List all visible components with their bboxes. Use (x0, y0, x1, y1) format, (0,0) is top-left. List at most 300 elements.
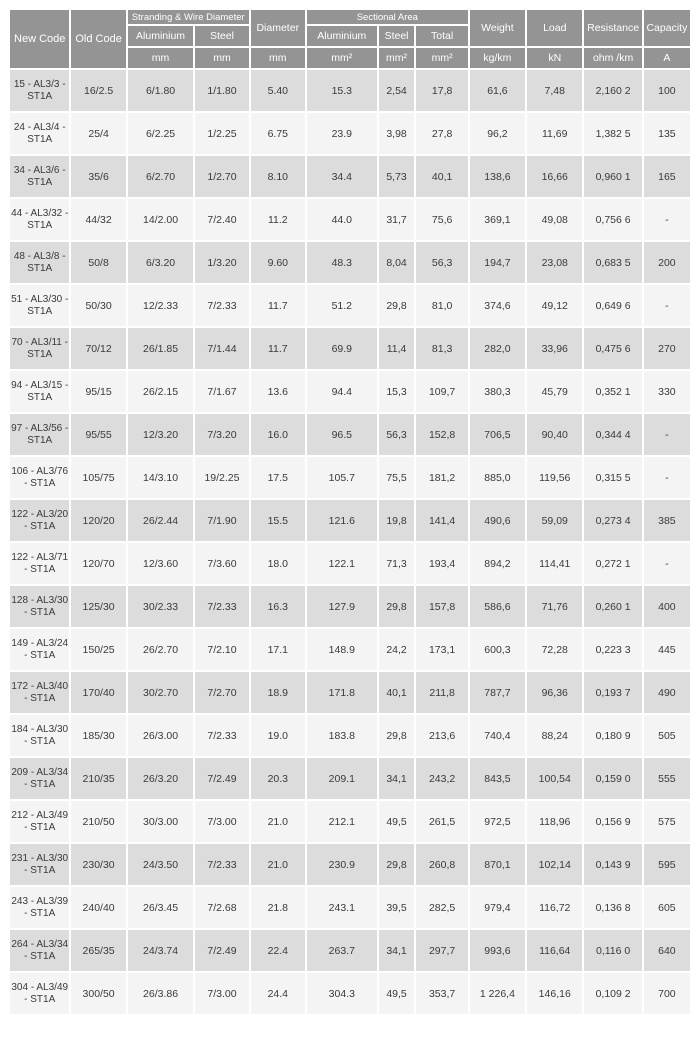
cell-resistance: 0,649 6 (584, 285, 641, 326)
cell-section-steel: 29,8 (379, 285, 415, 326)
cell-section-aluminium: 105.7 (307, 457, 377, 498)
cell-diameter: 21.0 (251, 801, 305, 842)
cell-new-code: 264 - AL3/34 - ST1A (10, 930, 69, 971)
cell-old-code: 120/20 (71, 500, 125, 541)
cell-stranding-steel: 1/2.25 (195, 113, 248, 154)
cell-stranding-aluminium: 6/2.70 (128, 156, 194, 197)
table-row (10, 543, 690, 584)
cell-weight: 787,7 (470, 672, 525, 713)
cell-capacity: 505 (644, 715, 690, 756)
cell-stranding-aluminium: 30/2.70 (128, 672, 194, 713)
cell-section-aluminium: 48.3 (307, 242, 377, 283)
cell-old-code: 170/40 (71, 672, 125, 713)
cell-stranding-aluminium: 26/3.20 (128, 758, 194, 799)
cell-section-steel: 40,1 (379, 672, 415, 713)
cell-stranding-aluminium: 30/2.33 (128, 586, 194, 627)
cell-new-code: 172 - AL3/40 - ST1A (10, 672, 69, 713)
cell-diameter: 20.3 (251, 758, 305, 799)
cell-load: 119,56 (527, 457, 582, 498)
cell-section-aluminium: 34.4 (307, 156, 377, 197)
cell-stranding-aluminium: 12/2.33 (128, 285, 194, 326)
cell-diameter: 22.4 (251, 930, 305, 971)
cell-section-steel: 29,8 (379, 715, 415, 756)
cell-section-steel: 34,1 (379, 930, 415, 971)
header-section-steel: Steel (379, 26, 415, 46)
cell-section-aluminium: 212.1 (307, 801, 377, 842)
cell-stranding-steel: 7/2.33 (195, 586, 248, 627)
cell-new-code: 209 - AL3/34 - ST1A (10, 758, 69, 799)
cell-resistance: 0,136 8 (584, 887, 641, 928)
cell-stranding-steel: 7/1.90 (195, 500, 248, 541)
cell-section-total: 211,8 (416, 672, 467, 713)
cell-new-code: 212 - AL3/49 - ST1A (10, 801, 69, 842)
cell-resistance: 0,344 4 (584, 414, 641, 455)
cell-old-code: 265/35 (71, 930, 125, 971)
header-stranding-aluminium: Aluminium (128, 26, 194, 46)
cell-diameter: 9.60 (251, 242, 305, 283)
header-new-code: New Code (10, 10, 69, 68)
cell-stranding-steel: 7/2.49 (195, 758, 248, 799)
cell-diameter: 16.0 (251, 414, 305, 455)
cell-section-steel: 49,5 (379, 973, 415, 1014)
cell-new-code: 231 - AL3/30 - ST1A (10, 844, 69, 885)
cell-old-code: 125/30 (71, 586, 125, 627)
cell-capacity: 700 (644, 973, 690, 1014)
cell-stranding-aluminium: 6/3.20 (128, 242, 194, 283)
cell-resistance: 0,180 9 (584, 715, 641, 756)
cell-stranding-steel: 1/1.80 (195, 70, 248, 111)
cell-section-steel: 71,3 (379, 543, 415, 584)
cell-capacity: 595 (644, 844, 690, 885)
cell-capacity: - (644, 543, 690, 584)
cell-load: 102,14 (527, 844, 582, 885)
cell-section-aluminium: 44.0 (307, 199, 377, 240)
cell-stranding-aluminium: 14/3.10 (128, 457, 194, 498)
unit-load: kN (527, 48, 582, 68)
table-body (10, 70, 690, 1014)
cell-stranding-steel: 7/2.10 (195, 629, 248, 670)
cell-diameter: 21.8 (251, 887, 305, 928)
cell-new-code: 304 - AL3/49 - ST1A (10, 973, 69, 1014)
cell-resistance: 0,116 0 (584, 930, 641, 971)
cell-weight: 979,4 (470, 887, 525, 928)
cell-stranding-steel: 7/2.33 (195, 715, 248, 756)
cell-stranding-aluminium: 26/3.86 (128, 973, 194, 1014)
table-row (10, 715, 690, 756)
cell-capacity: 100 (644, 70, 690, 111)
table-row (10, 328, 690, 369)
cell-weight: 369,1 (470, 199, 525, 240)
cell-old-code: 95/15 (71, 371, 125, 412)
cell-weight: 490,6 (470, 500, 525, 541)
cell-section-steel: 29,8 (379, 844, 415, 885)
cell-diameter: 6.75 (251, 113, 305, 154)
cell-section-aluminium: 121.6 (307, 500, 377, 541)
cell-resistance: 0,683 5 (584, 242, 641, 283)
cell-old-code: 120/70 (71, 543, 125, 584)
cell-capacity: - (644, 285, 690, 326)
unit-section-total: mm² (416, 48, 467, 68)
cell-old-code: 300/50 (71, 973, 125, 1014)
cell-resistance: 0,260 1 (584, 586, 641, 627)
cell-section-steel: 39,5 (379, 887, 415, 928)
cell-new-code: 184 - AL3/30 - ST1A (10, 715, 69, 756)
cell-section-steel: 29,8 (379, 586, 415, 627)
header-stranding: Stranding & Wire Diameter (128, 10, 249, 24)
cell-old-code: 35/6 (71, 156, 125, 197)
cell-load: 90,40 (527, 414, 582, 455)
cell-capacity: 445 (644, 629, 690, 670)
cell-weight: 894,2 (470, 543, 525, 584)
cell-load: 23,08 (527, 242, 582, 283)
cell-stranding-aluminium: 26/3.45 (128, 887, 194, 928)
cell-resistance: 0,143 9 (584, 844, 641, 885)
cell-weight: 282,0 (470, 328, 525, 369)
cell-resistance: 0,223 3 (584, 629, 641, 670)
cell-section-total: 213,6 (416, 715, 467, 756)
cell-load: 72,28 (527, 629, 582, 670)
cell-section-total: 141,4 (416, 500, 467, 541)
cell-weight: 138,6 (470, 156, 525, 197)
cell-stranding-aluminium: 26/2.44 (128, 500, 194, 541)
cell-section-aluminium: 127.9 (307, 586, 377, 627)
cell-stranding-steel: 7/2.68 (195, 887, 248, 928)
cell-stranding-steel: 1/3.20 (195, 242, 248, 283)
cell-new-code: 24 - AL3/4 - ST1A (10, 113, 69, 154)
cell-old-code: 16/2.5 (71, 70, 125, 111)
cell-resistance: 0,273 4 (584, 500, 641, 541)
cell-stranding-steel: 7/2.33 (195, 844, 248, 885)
cell-capacity: 400 (644, 586, 690, 627)
table-row (10, 414, 690, 455)
cell-load: 16,66 (527, 156, 582, 197)
cell-old-code: 240/40 (71, 887, 125, 928)
header-section-aluminium: Aluminium (307, 26, 377, 46)
cell-new-code: 44 - AL3/32 - ST1A (10, 199, 69, 240)
cell-section-aluminium: 304.3 (307, 973, 377, 1014)
unit-section-steel: mm² (379, 48, 415, 68)
cell-resistance: 0,315 5 (584, 457, 641, 498)
cell-section-steel: 2,54 (379, 70, 415, 111)
cell-load: 59,09 (527, 500, 582, 541)
header-weight: Weight (470, 10, 525, 46)
cell-old-code: 50/8 (71, 242, 125, 283)
table-row (10, 70, 690, 111)
cell-stranding-aluminium: 26/2.15 (128, 371, 194, 412)
cell-load: 7,48 (527, 70, 582, 111)
cell-section-total: 193,4 (416, 543, 467, 584)
cell-capacity: - (644, 457, 690, 498)
cell-diameter: 11.7 (251, 285, 305, 326)
cell-section-total: 297,7 (416, 930, 467, 971)
cell-section-aluminium: 122.1 (307, 543, 377, 584)
cell-weight: 972,5 (470, 801, 525, 842)
table-row (10, 973, 690, 1014)
cell-section-steel: 31,7 (379, 199, 415, 240)
cell-new-code: 128 - AL3/30 - ST1A (10, 586, 69, 627)
cell-section-total: 75,6 (416, 199, 467, 240)
cell-capacity: 490 (644, 672, 690, 713)
cell-section-steel: 24,2 (379, 629, 415, 670)
cell-capacity: 330 (644, 371, 690, 412)
cell-stranding-steel: 7/1.44 (195, 328, 248, 369)
cell-new-code: 122 - AL3/71 - ST1A (10, 543, 69, 584)
cell-capacity: 575 (644, 801, 690, 842)
cell-old-code: 44/32 (71, 199, 125, 240)
cell-resistance: 0,960 1 (584, 156, 641, 197)
cell-old-code: 25/4 (71, 113, 125, 154)
cell-new-code: 122 - AL3/20 - ST1A (10, 500, 69, 541)
cell-section-total: 260,8 (416, 844, 467, 885)
cell-diameter: 11.2 (251, 199, 305, 240)
cell-section-aluminium: 171.8 (307, 672, 377, 713)
cell-section-aluminium: 23.9 (307, 113, 377, 154)
cell-old-code: 105/75 (71, 457, 125, 498)
cell-section-aluminium: 183.8 (307, 715, 377, 756)
cell-section-steel: 11,4 (379, 328, 415, 369)
cell-weight: 61,6 (470, 70, 525, 111)
cell-capacity: 555 (644, 758, 690, 799)
cell-stranding-steel: 7/2.33 (195, 285, 248, 326)
cell-load: 96,36 (527, 672, 582, 713)
table-row (10, 242, 690, 283)
table-row (10, 199, 690, 240)
cell-load: 116,72 (527, 887, 582, 928)
cell-section-steel: 75,5 (379, 457, 415, 498)
cell-load: 114,41 (527, 543, 582, 584)
cell-stranding-steel: 1/2.70 (195, 156, 248, 197)
cell-old-code: 70/12 (71, 328, 125, 369)
cell-section-total: 181,2 (416, 457, 467, 498)
cell-weight: 96,2 (470, 113, 525, 154)
header-stranding-steel: Steel (195, 26, 248, 46)
cell-capacity: 135 (644, 113, 690, 154)
cell-new-code: 51 - AL3/30 - ST1A (10, 285, 69, 326)
cell-new-code: 97 - AL3/56 - ST1A (10, 414, 69, 455)
table-row (10, 371, 690, 412)
cell-section-total: 81,0 (416, 285, 467, 326)
cell-diameter: 18.0 (251, 543, 305, 584)
cell-section-total: 282,5 (416, 887, 467, 928)
cell-diameter: 13.6 (251, 371, 305, 412)
cell-stranding-steel: 7/3.60 (195, 543, 248, 584)
cell-stranding-aluminium: 12/3.20 (128, 414, 194, 455)
table-row (10, 672, 690, 713)
cell-section-aluminium: 243.1 (307, 887, 377, 928)
cell-resistance: 0,156 9 (584, 801, 641, 842)
unit-diameter: mm (251, 48, 305, 68)
cell-weight: 740,4 (470, 715, 525, 756)
cell-old-code: 185/30 (71, 715, 125, 756)
cell-stranding-aluminium: 12/3.60 (128, 543, 194, 584)
cell-resistance: 0,272 1 (584, 543, 641, 584)
cell-diameter: 24.4 (251, 973, 305, 1014)
table-row (10, 801, 690, 842)
cell-old-code: 230/30 (71, 844, 125, 885)
cell-capacity: - (644, 199, 690, 240)
cell-old-code: 150/25 (71, 629, 125, 670)
cell-new-code: 15 - AL3/3 - ST1A (10, 70, 69, 111)
cell-old-code: 210/50 (71, 801, 125, 842)
cell-stranding-steel: 7/3.00 (195, 973, 248, 1014)
cell-resistance: 0,109 2 (584, 973, 641, 1014)
cell-load: 118,96 (527, 801, 582, 842)
header-load: Load (527, 10, 582, 46)
header-old-code: Old Code (71, 10, 125, 68)
cell-section-steel: 5,73 (379, 156, 415, 197)
cell-weight: 706,5 (470, 414, 525, 455)
cell-section-total: 17,8 (416, 70, 467, 111)
cell-capacity: 385 (644, 500, 690, 541)
cell-capacity: 605 (644, 887, 690, 928)
cell-weight: 600,3 (470, 629, 525, 670)
unit-capacity: A (644, 48, 690, 68)
header-section-total: Total (416, 26, 467, 46)
header-sectional-area: Sectional Area (307, 10, 468, 24)
header-resistance: Resistance (584, 10, 641, 46)
cell-load: 45,79 (527, 371, 582, 412)
cell-diameter: 11.7 (251, 328, 305, 369)
cell-load: 49,12 (527, 285, 582, 326)
cell-stranding-aluminium: 6/2.25 (128, 113, 194, 154)
table-row (10, 156, 690, 197)
cell-section-aluminium: 230.9 (307, 844, 377, 885)
cell-new-code: 149 - AL3/24 - ST1A (10, 629, 69, 670)
cell-weight: 1 226,4 (470, 973, 525, 1014)
cell-new-code: 106 - AL3/76 - ST1A (10, 457, 69, 498)
cell-resistance: 1,382 5 (584, 113, 641, 154)
cell-section-steel: 15,3 (379, 371, 415, 412)
cell-old-code: 210/35 (71, 758, 125, 799)
cell-stranding-steel: 7/3.00 (195, 801, 248, 842)
header-capacity: Capacity (644, 10, 690, 46)
cell-load: 33,96 (527, 328, 582, 369)
cell-stranding-steel: 7/2.70 (195, 672, 248, 713)
unit-aluminium: mm (128, 48, 194, 68)
table-row (10, 887, 690, 928)
cell-resistance: 0,159 0 (584, 758, 641, 799)
cell-section-steel: 49,5 (379, 801, 415, 842)
cell-weight: 993,6 (470, 930, 525, 971)
cell-weight: 374,6 (470, 285, 525, 326)
cell-section-total: 157,8 (416, 586, 467, 627)
unit-section-aluminium: mm² (307, 48, 377, 68)
cell-stranding-steel: 7/2.40 (195, 199, 248, 240)
cell-diameter: 8.10 (251, 156, 305, 197)
cell-section-total: 56,3 (416, 242, 467, 283)
cell-section-steel: 34,1 (379, 758, 415, 799)
cell-capacity: 165 (644, 156, 690, 197)
cell-diameter: 21.0 (251, 844, 305, 885)
cell-capacity: 640 (644, 930, 690, 971)
cell-stranding-steel: 7/1.67 (195, 371, 248, 412)
cell-capacity: 200 (644, 242, 690, 283)
cell-diameter: 17.1 (251, 629, 305, 670)
cell-weight: 870,1 (470, 844, 525, 885)
cell-section-aluminium: 209.1 (307, 758, 377, 799)
cell-load: 146,16 (527, 973, 582, 1014)
cell-weight: 586,6 (470, 586, 525, 627)
cell-diameter: 18.9 (251, 672, 305, 713)
cell-section-total: 40,1 (416, 156, 467, 197)
cell-section-steel: 8,04 (379, 242, 415, 283)
cell-section-aluminium: 94.4 (307, 371, 377, 412)
cell-stranding-aluminium: 24/3.74 (128, 930, 194, 971)
cell-section-total: 152,8 (416, 414, 467, 455)
cell-section-steel: 19,8 (379, 500, 415, 541)
cell-section-total: 261,5 (416, 801, 467, 842)
cell-diameter: 17.5 (251, 457, 305, 498)
table-row (10, 629, 690, 670)
cell-diameter: 19.0 (251, 715, 305, 756)
table-row (10, 930, 690, 971)
unit-steel: mm (195, 48, 248, 68)
table-row (10, 586, 690, 627)
cell-section-total: 81,3 (416, 328, 467, 369)
table-row (10, 113, 690, 154)
cell-stranding-aluminium: 6/1.80 (128, 70, 194, 111)
cell-old-code: 95/55 (71, 414, 125, 455)
cell-weight: 380,3 (470, 371, 525, 412)
cell-stranding-aluminium: 30/3.00 (128, 801, 194, 842)
cell-stranding-aluminium: 24/3.50 (128, 844, 194, 885)
cell-stranding-aluminium: 26/1.85 (128, 328, 194, 369)
table-row (10, 500, 690, 541)
cell-capacity: 270 (644, 328, 690, 369)
table-row (10, 844, 690, 885)
cell-section-total: 173,1 (416, 629, 467, 670)
cell-section-total: 27,8 (416, 113, 467, 154)
cell-resistance: 0,193 7 (584, 672, 641, 713)
cell-section-steel: 3,98 (379, 113, 415, 154)
cell-new-code: 70 - AL3/11 - ST1A (10, 328, 69, 369)
cell-section-aluminium: 263.7 (307, 930, 377, 971)
cell-section-aluminium: 15.3 (307, 70, 377, 111)
cell-section-steel: 56,3 (379, 414, 415, 455)
conductor-spec-table (8, 8, 692, 1016)
cell-new-code: 94 - AL3/15 - ST1A (10, 371, 69, 412)
cell-stranding-aluminium: 14/2.00 (128, 199, 194, 240)
cell-new-code: 48 - AL3/8 - ST1A (10, 242, 69, 283)
cell-stranding-aluminium: 26/2.70 (128, 629, 194, 670)
cell-load: 71,76 (527, 586, 582, 627)
cell-weight: 843,5 (470, 758, 525, 799)
cell-old-code: 50/30 (71, 285, 125, 326)
cell-load: 100,54 (527, 758, 582, 799)
cell-load: 49,08 (527, 199, 582, 240)
cell-load: 11,69 (527, 113, 582, 154)
cell-section-aluminium: 148.9 (307, 629, 377, 670)
unit-resistance: ohm /km (584, 48, 641, 68)
table-row (10, 758, 690, 799)
cell-section-total: 109,7 (416, 371, 467, 412)
table-row (10, 457, 690, 498)
cell-stranding-steel: 19/2.25 (195, 457, 248, 498)
cell-new-code: 243 - AL3/39 - ST1A (10, 887, 69, 928)
cell-diameter: 15.5 (251, 500, 305, 541)
cell-weight: 194,7 (470, 242, 525, 283)
cell-section-aluminium: 96.5 (307, 414, 377, 455)
unit-weight: kg/km (470, 48, 525, 68)
cell-stranding-aluminium: 26/3.00 (128, 715, 194, 756)
cell-resistance: 0,756 6 (584, 199, 641, 240)
cell-section-total: 353,7 (416, 973, 467, 1014)
table-row (10, 285, 690, 326)
cell-section-aluminium: 51.2 (307, 285, 377, 326)
header-diameter: Diameter (251, 10, 305, 46)
cell-resistance: 2,160 2 (584, 70, 641, 111)
cell-stranding-steel: 7/3.20 (195, 414, 248, 455)
